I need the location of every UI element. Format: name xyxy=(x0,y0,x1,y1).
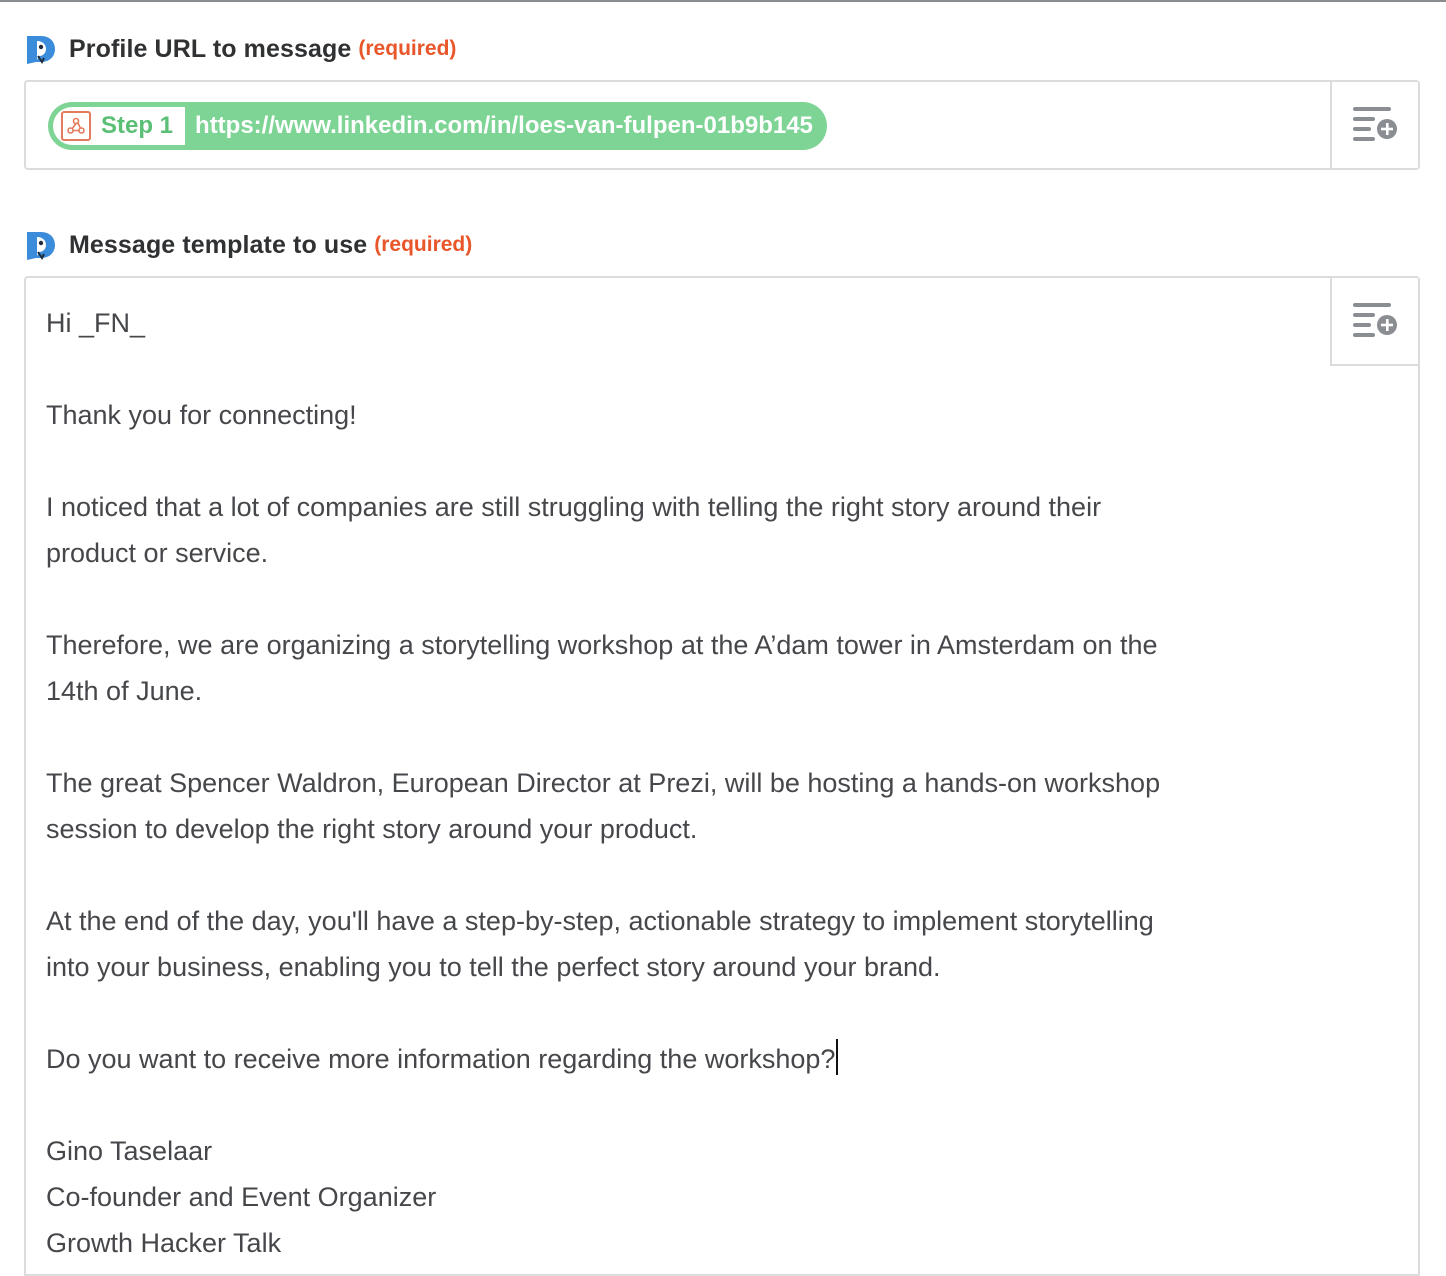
profile-url-label: Profile URL to message xyxy=(69,34,352,63)
message-blank-line xyxy=(46,852,1306,898)
message-blank-line xyxy=(46,576,1306,622)
message-line: At the end of the day, you'll have a step-by-step, actionable strategy to implement storytelling xyxy=(46,906,1154,936)
message-line: session to develop the right story around your product. xyxy=(46,814,698,844)
message-line: I noticed that a lot of companies are still struggling with telling the right story around their xyxy=(46,492,1102,522)
required-tag: (required) xyxy=(374,233,473,256)
text-caret xyxy=(836,1039,838,1075)
insert-data-icon xyxy=(1351,104,1399,146)
message-line: Do you want to receive more information regarding the workshop? xyxy=(46,1036,1306,1082)
message-line: Therefore, we are organizing a storytelling workshop at the A’dam tower in Amsterdam on the xyxy=(46,630,1158,660)
profile-url-input[interactable] xyxy=(24,80,1420,170)
message-template-label: Message template to use xyxy=(69,230,368,259)
message-line: Thank you for connecting! xyxy=(46,400,357,430)
message-line: product or service. xyxy=(46,538,269,568)
message-line: Growth Hacker Talk xyxy=(46,1228,282,1258)
app-logo-icon xyxy=(24,228,58,262)
insert-data-icon xyxy=(1351,300,1399,342)
message-blank-line xyxy=(46,714,1306,760)
message-line: 14th of June. xyxy=(46,676,203,706)
app-logo-icon xyxy=(24,32,58,66)
message-blank-line xyxy=(46,1082,1306,1128)
step-badge xyxy=(53,107,185,145)
step-label: Step 1 xyxy=(101,112,174,139)
required-tag: (required) xyxy=(358,37,457,60)
webhook-icon xyxy=(61,111,91,141)
insert-data-button[interactable] xyxy=(1330,278,1418,366)
message-template-label-row xyxy=(24,228,472,262)
message-blank-line xyxy=(46,438,1306,484)
message-line: The great Spencer Waldron, European Director at Prezi, will be hosting a hands-on workshop xyxy=(46,768,1161,798)
insert-data-button[interactable] xyxy=(1330,82,1418,168)
message-line: Co-founder and Event Organizer xyxy=(46,1182,437,1212)
profile-url-label-row xyxy=(24,32,456,66)
top-divider xyxy=(0,0,1446,2)
message-line: Hi _FN_ xyxy=(46,308,146,338)
step-data-token[interactable] xyxy=(48,102,827,150)
message-template-textarea[interactable] xyxy=(24,276,1420,1276)
message-blank-line xyxy=(46,990,1306,1036)
message-line: Gino Taselaar xyxy=(46,1136,213,1166)
message-blank-line xyxy=(46,346,1306,392)
message-template-text[interactable] xyxy=(46,300,1306,1266)
message-line: into your business, enabling you to tell the perfect story around your brand. xyxy=(46,952,941,982)
token-url-value: https://www.linkedin.com/in/loes-van-fulpen-01b9b145 xyxy=(195,112,813,139)
